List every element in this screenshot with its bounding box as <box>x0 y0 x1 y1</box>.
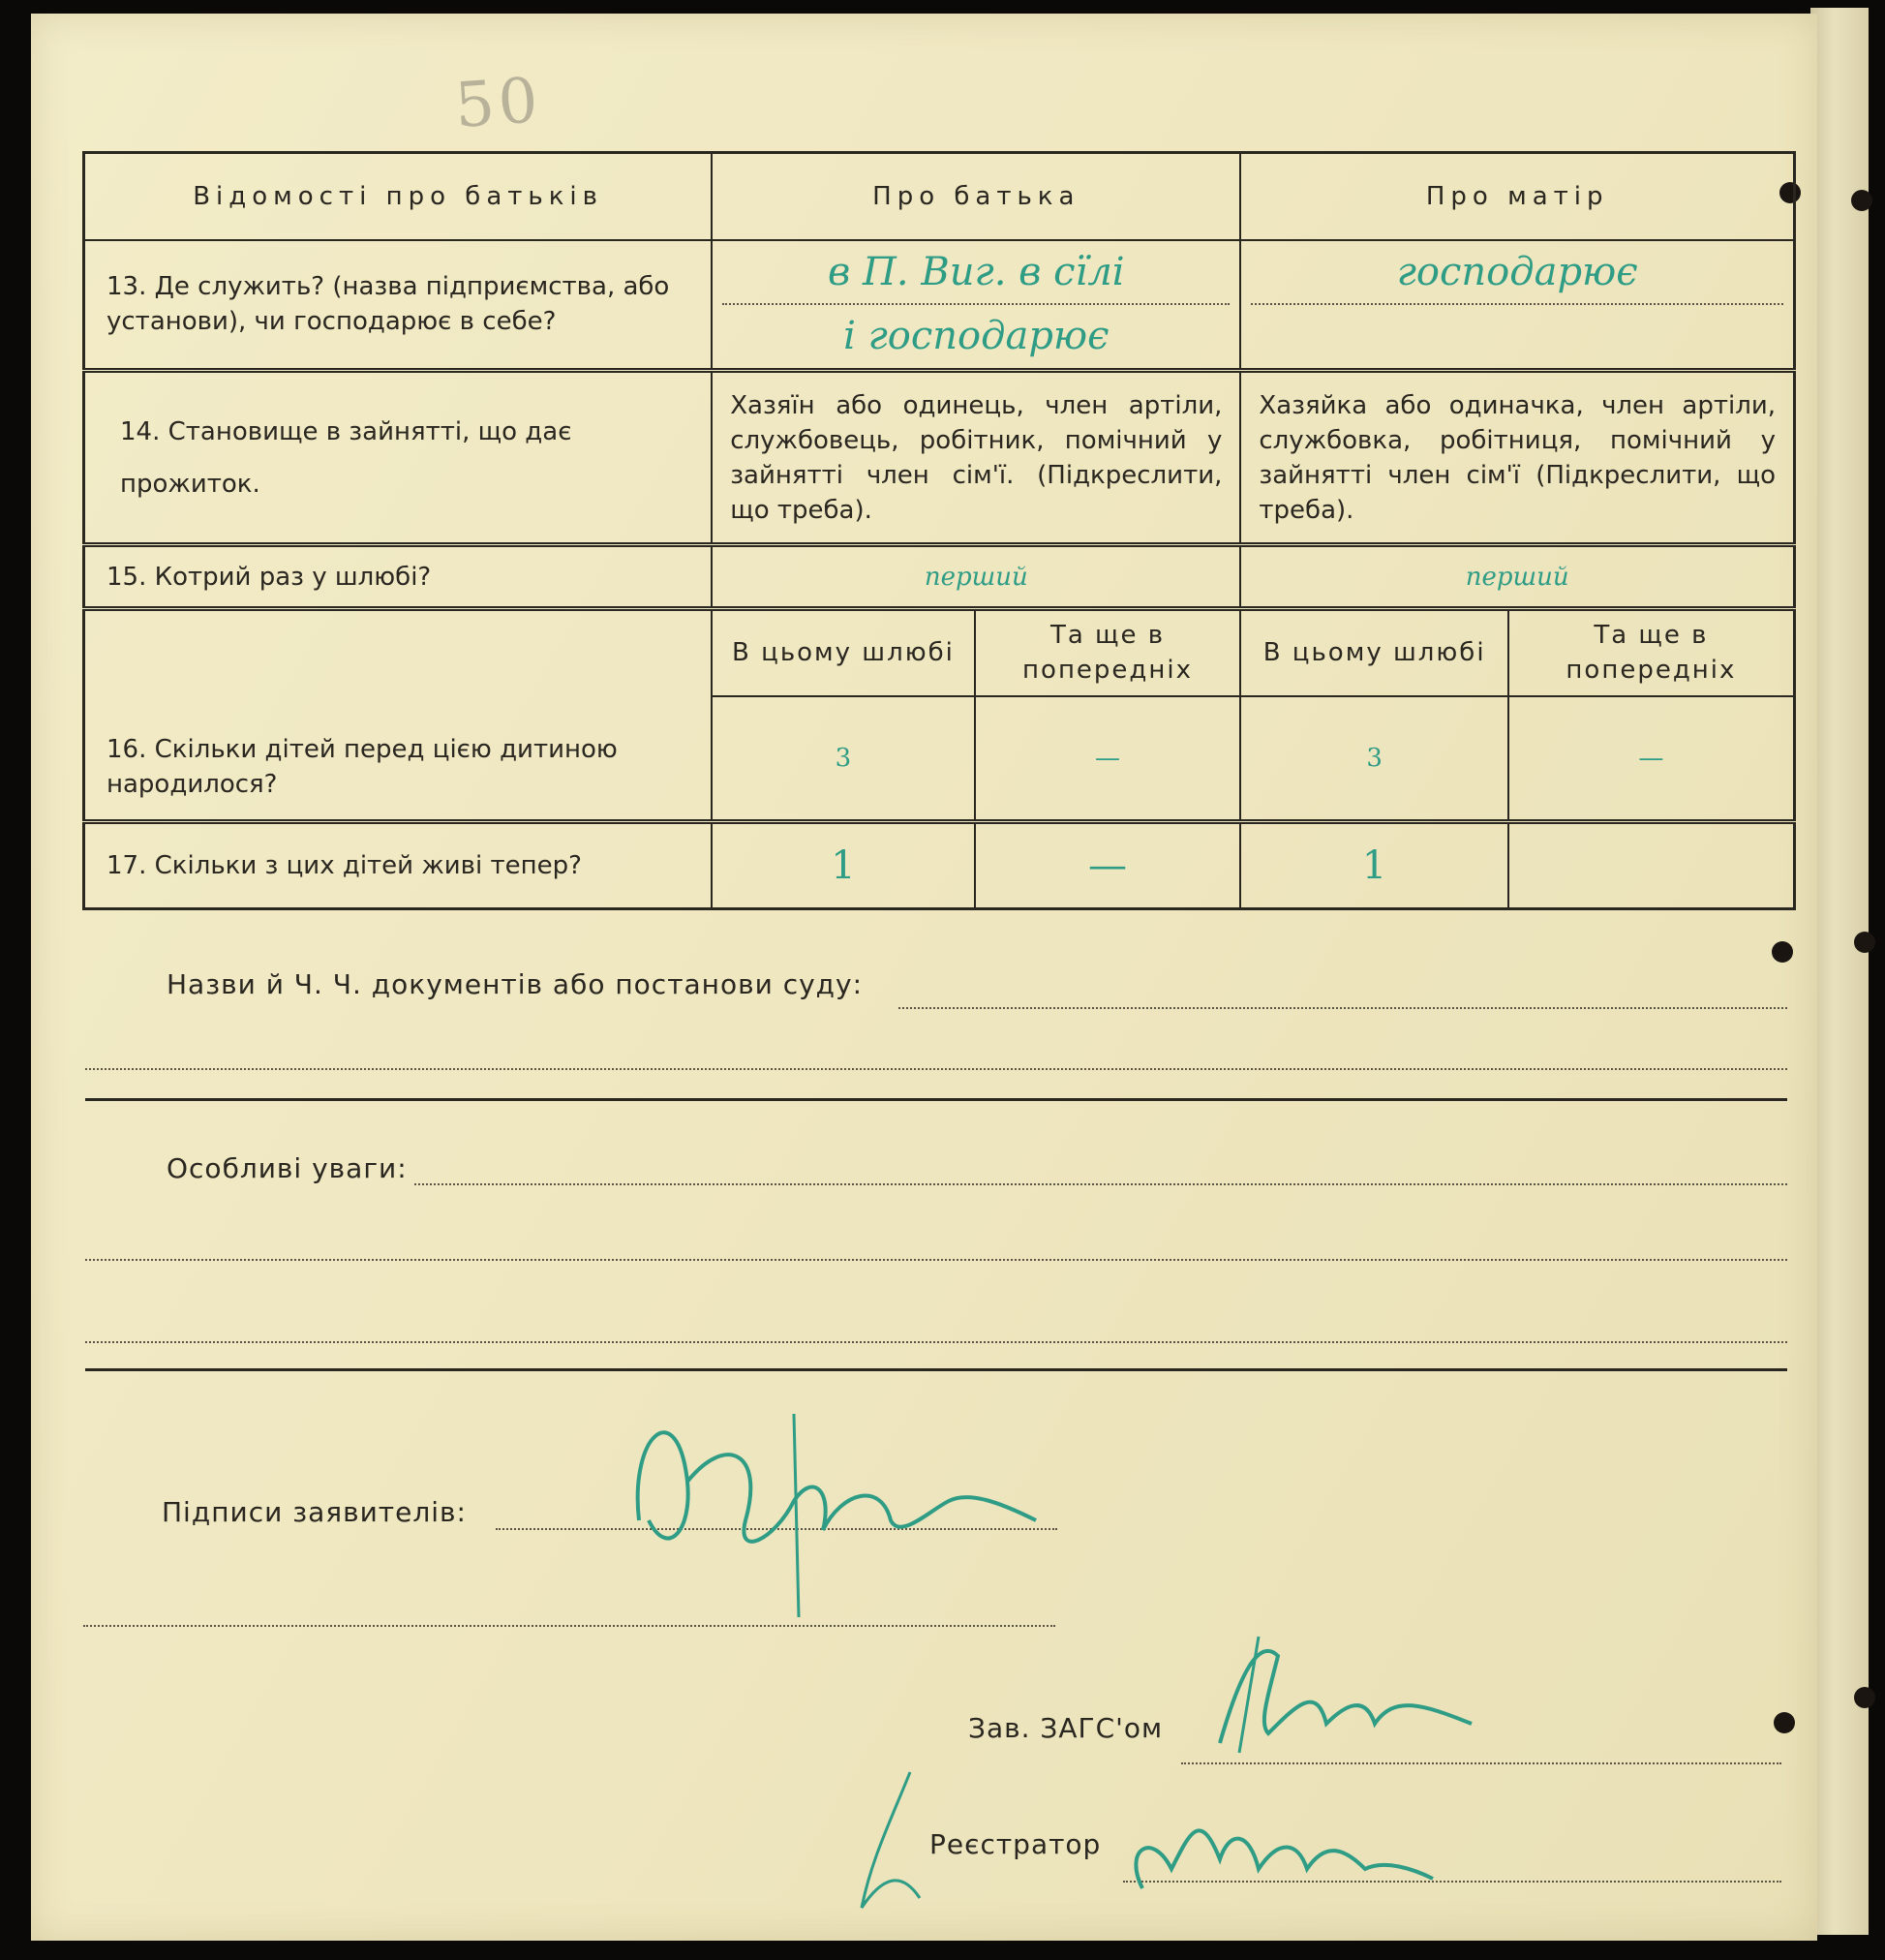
applicant-signature <box>571 1375 1055 1627</box>
head-signature-line <box>1181 1762 1781 1764</box>
parents-info-table <box>82 151 1796 910</box>
documents-line <box>898 1007 1787 1009</box>
q17-father-prev: — <box>975 822 1241 909</box>
q16-father-col-this: В цьому шлюбі <box>712 609 974 696</box>
header-mother: Про матір <box>1240 153 1794 240</box>
q17-mother-prev <box>1508 822 1795 909</box>
q17-father-this: 1 <box>712 822 974 909</box>
signatures-label: Підписи заявителів: <box>162 1496 467 1528</box>
head-label: Зав. ЗАГС'ом <box>968 1712 1164 1744</box>
q14-father-options: Хазяїн або одинець, член артіли, службовець, робітник, помічний у зайнятті член сім'ї. (Підкреслити, що треба). <box>712 371 1240 545</box>
punch-hole <box>1851 190 1872 211</box>
section-divider <box>85 1368 1787 1371</box>
q14-mother-options: Хазяйка або одиначка, член артіли, службовка, робітниця, помічний у зайнятті член сім'ї (Підкреслити, що треба). <box>1240 371 1794 545</box>
punch-hole <box>1854 1687 1875 1708</box>
q16-father-this: 3 <box>712 696 974 822</box>
head-signature <box>1201 1617 1491 1762</box>
q15-father: перший <box>712 545 1240 609</box>
punch-hole <box>1774 1712 1795 1733</box>
q16-mother-prev: — <box>1508 696 1795 822</box>
registrar-label: Реєстратор <box>929 1828 1102 1860</box>
q13-father-line2: і господарює <box>843 314 1110 359</box>
q16-label: 16. Скільки дітей перед цією дитиною народилося? <box>84 609 713 822</box>
q17-label: 17. Скільки з цих дітей живі тепер? <box>84 822 713 909</box>
q15-label: 15. Котрий раз у шлюбі? <box>84 545 713 609</box>
q14-label: 14. Становище в зайнятті, що дає прожиток. <box>84 371 713 545</box>
q15-mother: перший <box>1240 545 1794 609</box>
q17-mother-this: 1 <box>1240 822 1507 909</box>
q16-mother-this: 3 <box>1240 696 1507 822</box>
header-info: Відомості про батьків <box>84 153 713 240</box>
q13-mother-value: господарює <box>1251 241 1783 305</box>
remarks-line <box>85 1259 1787 1261</box>
registrar-signature <box>1113 1772 1443 1917</box>
punch-hole <box>1772 941 1793 963</box>
punch-hole <box>1854 932 1875 953</box>
remarks-line <box>414 1183 1787 1185</box>
header-father: Про батька <box>712 153 1240 240</box>
remarks-line <box>85 1341 1787 1343</box>
documents-line <box>85 1068 1787 1070</box>
q13-father <box>712 240 1240 371</box>
q16-father-col-prev: Та ще в попередніх <box>975 609 1241 696</box>
q13-label: 13. Де служить? (назва підприємства, або установи), чи господарює в себе? <box>84 240 713 371</box>
section-divider <box>85 1098 1787 1101</box>
q16-mother-col-prev: Та ще в попередніх <box>1508 609 1795 696</box>
next-page-edge <box>1810 8 1869 1935</box>
registrar-initial-mark <box>833 1762 949 1927</box>
remarks-label: Особливі уваги: <box>167 1152 408 1184</box>
q13-father-line1: в П. Виг. в сїлі <box>722 241 1230 305</box>
q16-mother-col-this: В цьому шлюбі <box>1240 609 1507 696</box>
pencil-page-number: 50 <box>452 64 544 143</box>
documents-label: Назви й Ч. Ч. документів або постанови суду: <box>167 968 864 1000</box>
q16-father-prev: — <box>975 696 1241 822</box>
q13-mother <box>1240 240 1794 371</box>
